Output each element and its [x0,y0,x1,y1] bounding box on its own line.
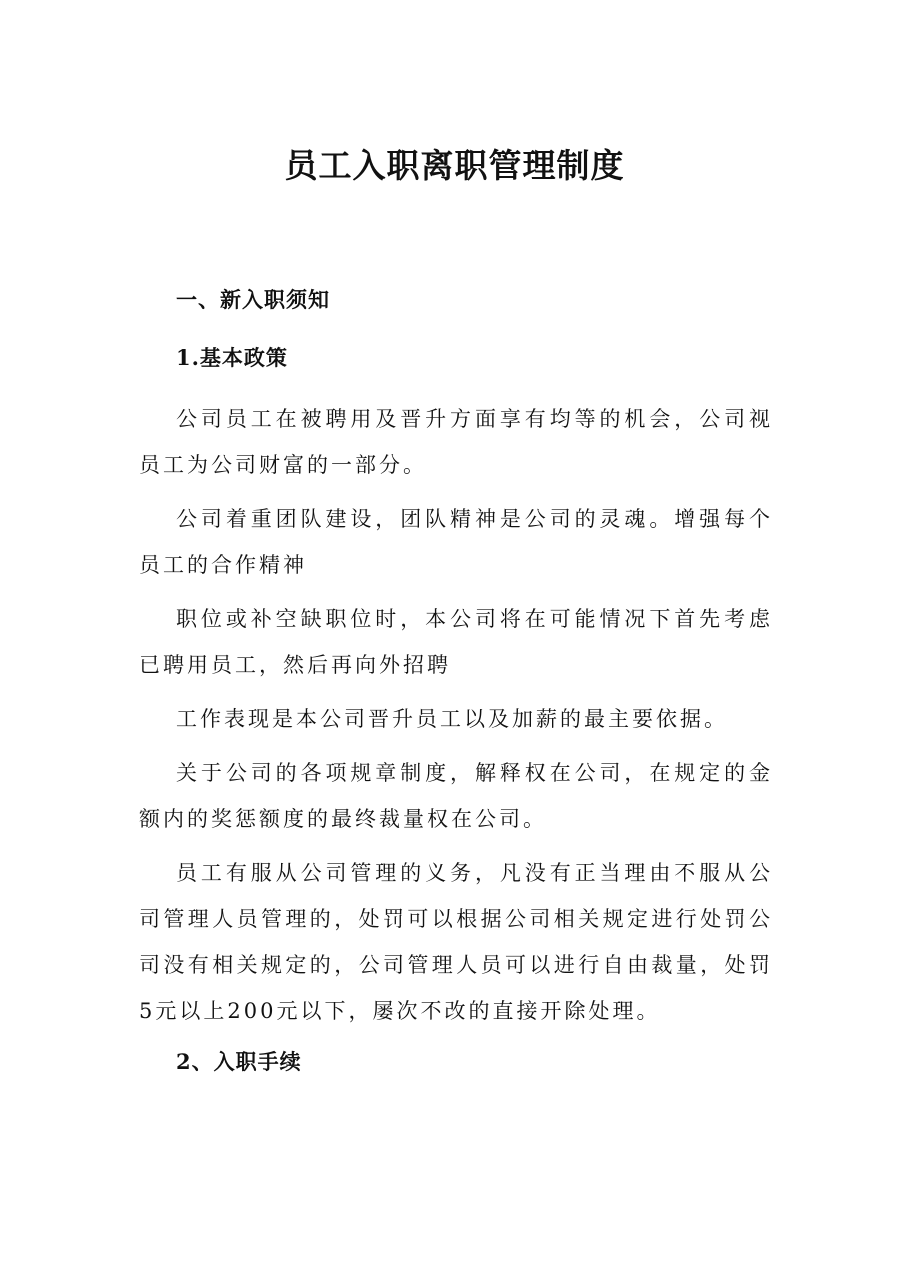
subsection-heading-onboarding: 2、入职手续 [176,1049,302,1074]
paragraph-obedience: 员工有服从公司管理的义务，凡没有正当理由不服从公司管理人员管理的，处罚可以根据公司相关规定进行处罚公司没有相关规定的，公司管理人员可以进行自由裁量，处罚5元以上200元以下，屡次不改的直接开除处理。 [139,861,773,1023]
subsection-heading-basic-policy: 1.基本政策 [176,345,288,370]
paragraph-equal-opportunity: 公司员工在被聘用及晋升方面享有均等的机会，公司视员工为公司财富的一部分。 [139,407,773,477]
paragraph-internal-recruitment: 职位或补空缺职位时，本公司将在可能情况下首先考虑已聘用员工，然后再向外招聘 [139,607,773,677]
section-heading-new-employee: 一、新入职须知 [176,287,330,312]
paragraph-regulations: 关于公司的各项规章制度，解释权在公司，在规定的金额内的奖惩额度的最终裁量权在公司。 [139,761,773,831]
paragraph-team-building: 公司着重团队建设，团队精神是公司的灵魂。增强每个员工的合作精神 [139,507,773,577]
paragraph-performance: 工作表现是本公司晋升员工以及加薪的最主要依据。 [176,707,728,731]
document-title: 员工入职离职管理制度 [284,146,625,185]
document-body [139,280,773,1100]
